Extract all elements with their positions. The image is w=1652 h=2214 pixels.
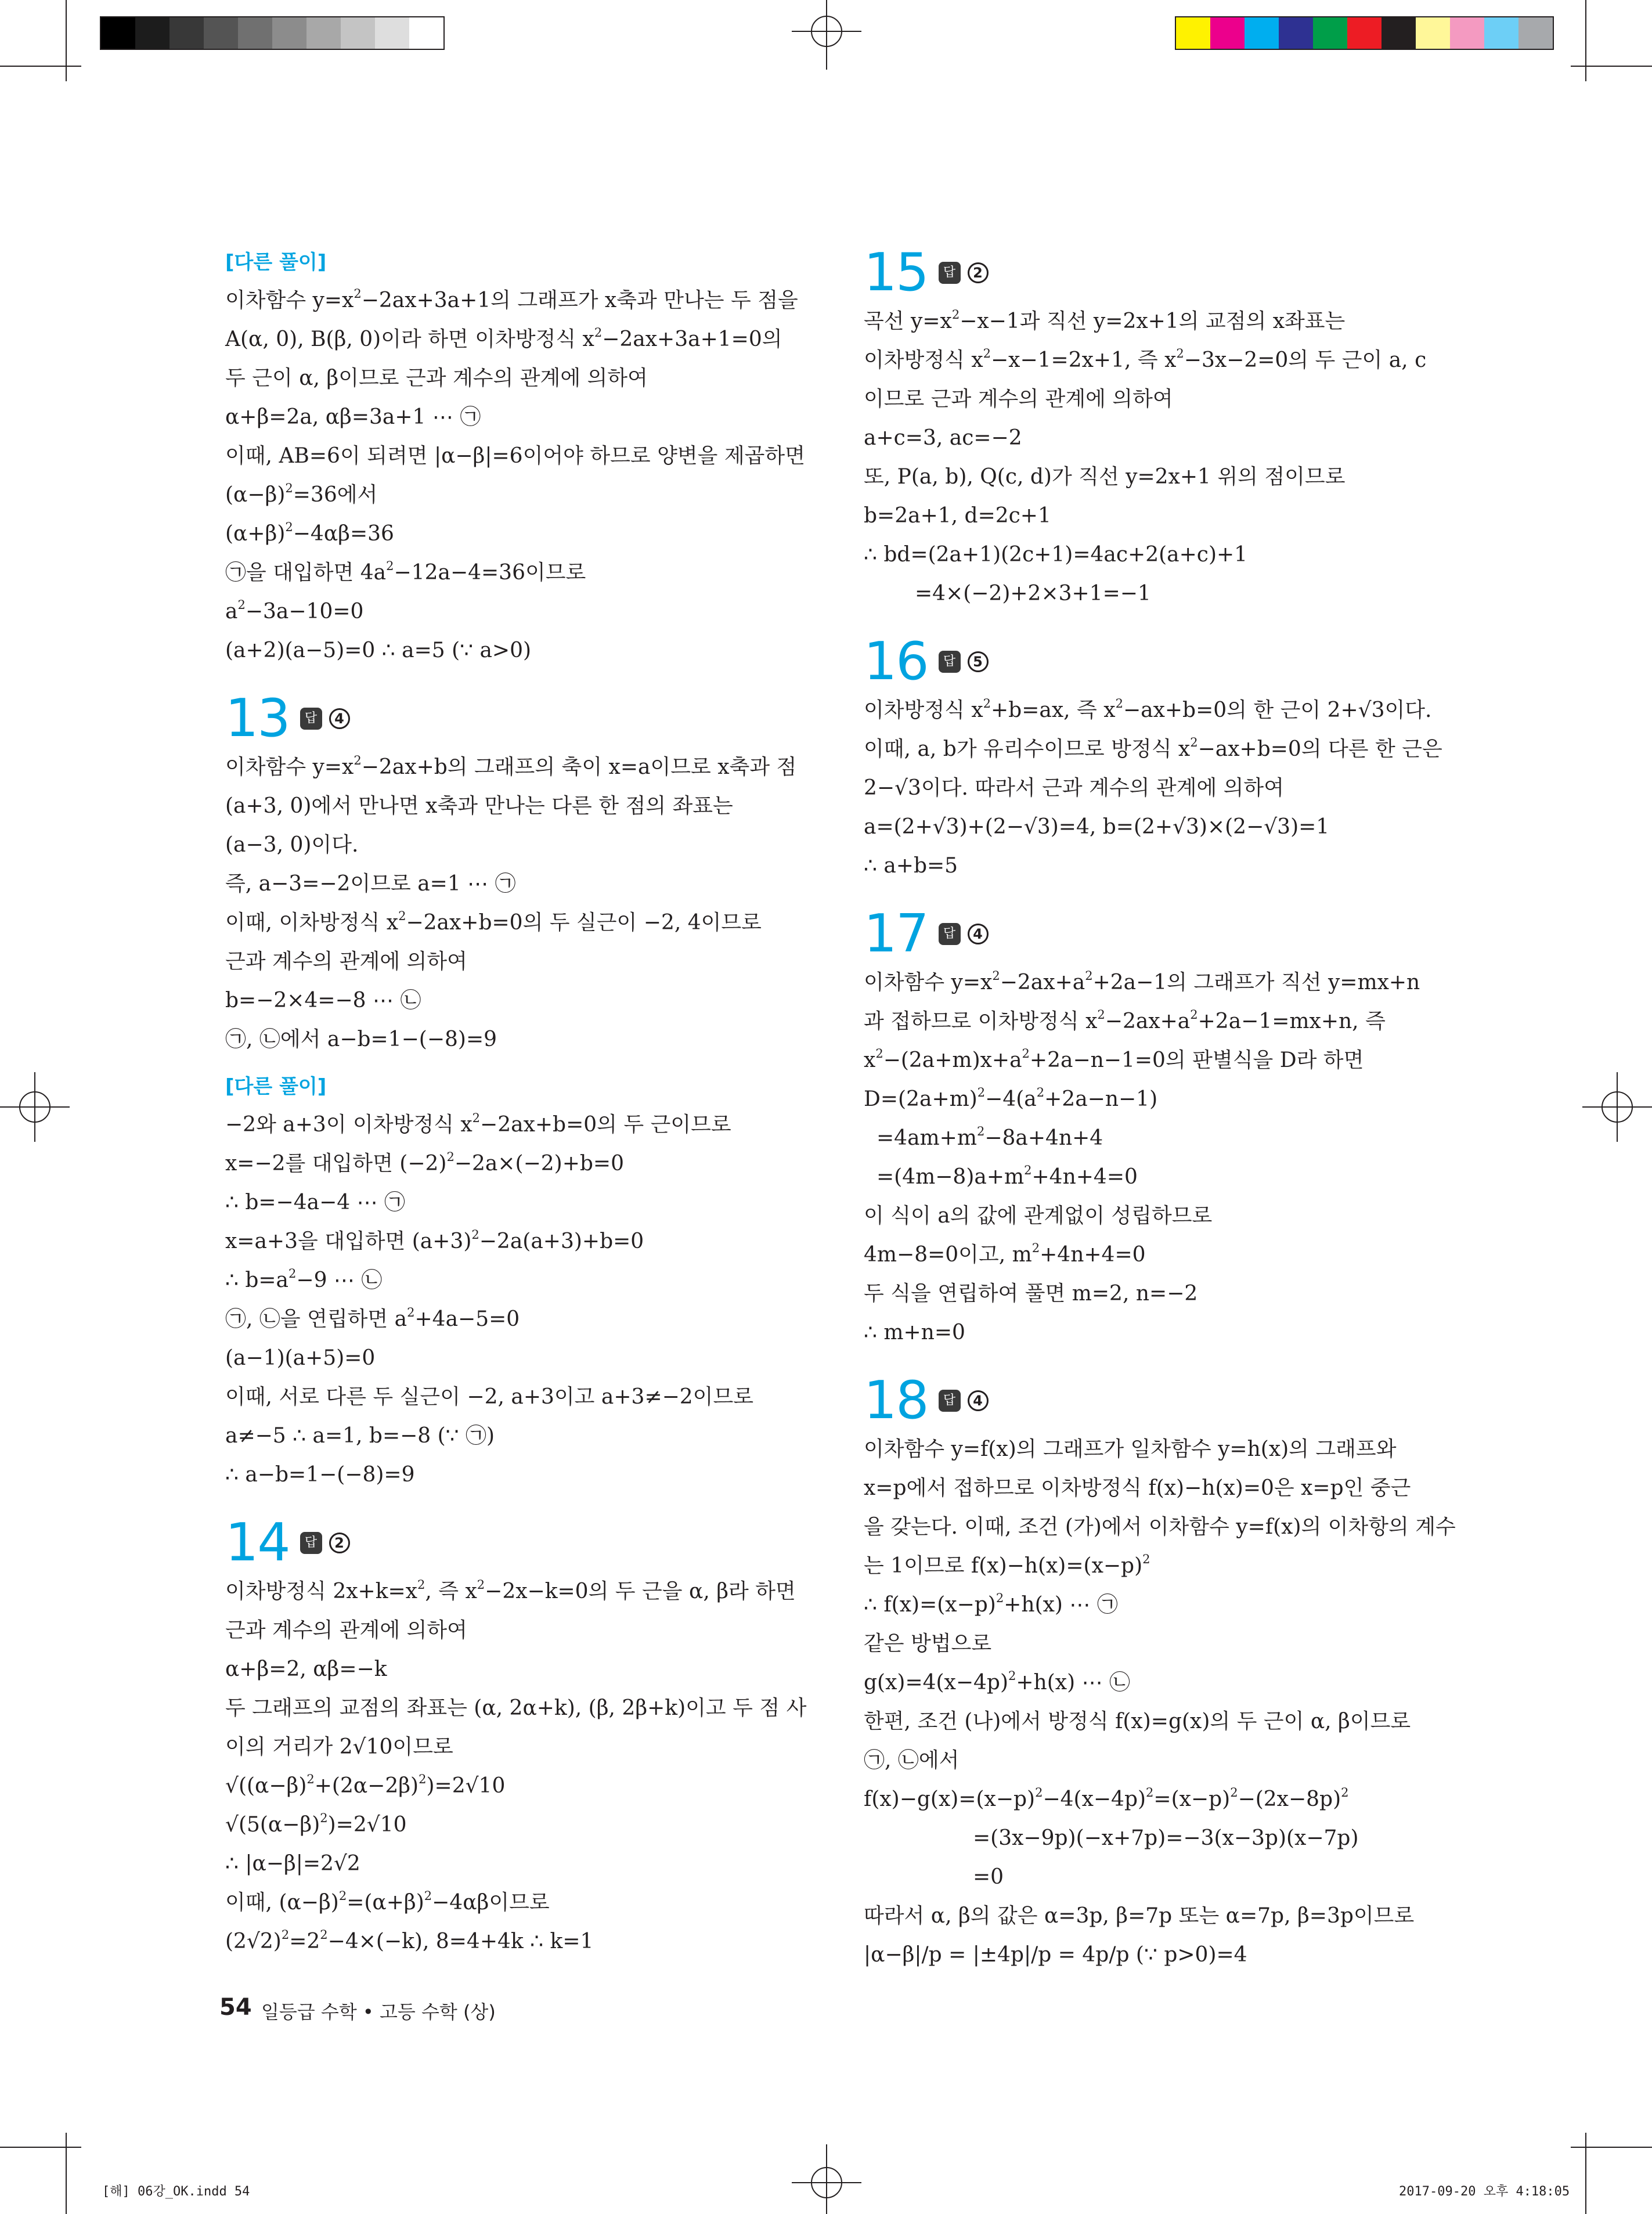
answer-choice: 4 <box>329 708 350 729</box>
solution-line: ㉠을 대입하면 $4a^2-12a-4=36$이므로 <box>225 559 586 585</box>
solution-line: x=a+3을 대입하면 $(a+3)^2-2a(a+3)+b=0$ <box>225 1228 644 1253</box>
color-swatch <box>1484 17 1518 49</box>
solution-line: 4m−8=0이고, $m^2+4n+4=0$ <box>864 1241 1146 1267</box>
color-swatch <box>341 17 375 49</box>
solution-line: 이차함수 y=f(x)의 그래프가 일차함수 y=h(x)의 그래프와 <box>864 1437 1397 1461</box>
solution-line: $a^2-3a-10=0$ <box>225 598 364 623</box>
solution-line: 근과 계수의 관계에 의하여 <box>225 950 467 973</box>
problem-number: 13 <box>225 688 290 749</box>
crop-mark <box>1571 2147 1652 2148</box>
registration-mark-icon <box>792 2144 861 2214</box>
solution-line: 두 그래프의 교점의 좌표는 (α, 2α+k), (β, 2β+k)이고 두 점 사 <box>225 1696 807 1720</box>
color-swatch <box>204 17 238 49</box>
solution-line: $g(x)=4(x-4p)^2+h(x)$ ⋯ ㉡ <box>864 1669 1131 1694</box>
solution-line: $=4am+m^2-8a+4n+4$ <box>877 1124 1103 1150</box>
slug-date: 2017-09-20 오후 4:18:05 <box>1399 2184 1570 2199</box>
color-swatch <box>1450 17 1484 49</box>
solution-line: 두 근이 α, β이므로 근과 계수의 관계에 의하여 <box>225 366 648 390</box>
solution-line: 이차방정식 $x^2+b=ax$, 즉 $x^2-ax+b=0$의 한 근이 2+√3이다. <box>864 697 1432 722</box>
solution-line: $f(x)-g(x)=(x-p)^2-4(x-4p)^2=(x-p)^2-(2x-8p)^2$ <box>864 1786 1349 1811</box>
solution-line: 이차함수 $y=x^2-2ax+a^2+2a-1$의 그래프가 직선 y=mx+n <box>864 969 1420 994</box>
color-swatch <box>306 17 341 49</box>
color-swatch <box>238 17 272 49</box>
alternate-solution-heading: [다른 풀이] <box>225 1075 327 1098</box>
problem-number: 15 <box>864 242 928 303</box>
crop-mark <box>1585 0 1586 81</box>
answer-label-icon: 답 <box>300 708 322 730</box>
solution-line: ㉠, ㉡에서 a−b=1−(−8)=9 <box>225 1027 497 1051</box>
solution-line: 따라서 α, β의 값은 α=3p, β=7p 또는 α=7p, β=3p이므로 <box>864 1904 1415 1928</box>
solution-line: 곡선 $y=x^2-x-1$과 직선 y=2x+1의 교점의 x좌표는 <box>864 308 1346 333</box>
solution-line: x=p에서 접하므로 이차방정식 f(x)−h(x)=0은 x=p인 중근 <box>864 1476 1411 1500</box>
color-swatch <box>272 17 306 49</box>
gray-color-bar <box>100 16 445 50</box>
solution-line: a=(2+√3)+(2−√3)=4, b=(2+√3)×(2−√3)=1 <box>864 815 1330 839</box>
solution-line: ㉠, ㉡을 연립하면 $a^2+4a-5=0$ <box>225 1306 520 1331</box>
color-swatch <box>1416 17 1450 49</box>
solution-line: 근과 계수의 관계에 의하여 <box>225 1618 467 1642</box>
solution-line: =0 <box>973 1865 1004 1889</box>
solution-line: −2와 a+3이 이차방정식 $x^2-2ax+b=0$의 두 근이므로 <box>225 1111 731 1137</box>
color-swatch <box>1313 17 1347 49</box>
solution-line: ∴ a+b=5 <box>864 854 958 878</box>
color-swatch <box>1347 17 1382 49</box>
solution-line: 이차방정식 $2x+k=x^2$, 즉 $x^2-2x-k=0$의 두 근을 α, β라 하면 <box>225 1578 796 1603</box>
solution-line: =4×(−2)+2×3+1=−1 <box>915 582 1151 605</box>
solution-line: 이때, a, b가 유리수이므로 방정식 $x^2-ax+b=0$의 다른 한 근은 <box>864 735 1442 761</box>
solution-line: $x^2-(2a+m)x+a^2+2a-n-1=0$의 판별식을 D라 하면 <box>864 1047 1364 1072</box>
solution-line: 이차방정식 $x^2-x-1=2x+1$, 즉 $x^2-3x-2=0$의 두 근이 a, c <box>864 347 1427 372</box>
registration-mark-icon <box>0 1072 70 1142</box>
solution-line: |α−β|/p = |±4p|/p = 4p/p (∵ p>0)=4 <box>864 1943 1247 1967</box>
answer-label-icon: 답 <box>300 1532 322 1554</box>
problem-number: 16 <box>864 631 928 692</box>
solution-line: $(\alpha+\beta)^2-4\alpha\beta=36$ <box>225 520 394 546</box>
answer-choice: 4 <box>968 924 989 944</box>
color-swatch <box>1210 17 1245 49</box>
solution-line: 을 갖는다. 이때, 조건 (가)에서 이차함수 y=f(x)의 이차항의 계수 <box>864 1515 1456 1539</box>
color-swatch <box>1518 17 1553 49</box>
solution-line: $(2√2)^2=2^2-4\times(-k)$, 8=4+4k ∴ k=1 <box>225 1928 594 1953</box>
problem-header <box>864 633 1450 691</box>
solution-line: ∴ |α−β|=2√2 <box>225 1852 360 1876</box>
left-column <box>225 244 811 1961</box>
problem-header <box>225 1514 811 1572</box>
problem-header <box>864 905 1450 963</box>
solution-line: A(α, 0), B(β, 0)이라 하면 이차방정식 $x^2-2ax+3a+1=0$의 <box>225 326 782 351</box>
solution-line: $=(4m-8)a+m^2+4n+4=0$ <box>877 1163 1138 1189</box>
slug-file: [해] 06강_OK.indd 54 <box>102 2184 250 2199</box>
solution-line: a≠−5 ∴ a=1, b=−8 (∵ ㉠) <box>225 1424 495 1448</box>
solution-line: $D=(2a+m)^2-4(a^2+2a-n-1)$ <box>864 1086 1158 1111</box>
solution-line: α+β=2, αβ=−k <box>225 1657 387 1681</box>
solution-line: (a+2)(a−5)=0 ∴ a=5 (∵ a>0) <box>225 639 532 662</box>
solution-line: a+c=3, ac=−2 <box>864 426 1022 450</box>
color-swatch <box>409 17 443 49</box>
solution-line: 이의 거리가 2√10이므로 <box>225 1735 453 1759</box>
page-number: 54 <box>219 1994 252 2021</box>
crop-mark <box>66 0 67 81</box>
problem-header <box>864 1372 1450 1430</box>
color-swatch <box>375 17 409 49</box>
solution-line: 같은 방법으로 <box>864 1632 992 1656</box>
answer-choice: 2 <box>329 1533 350 1553</box>
solution-line: 이므로 근과 계수의 관계에 의하여 <box>864 387 1173 411</box>
solution-line: 즉, a−3=−2이므로 a=1 ⋯ ㉠ <box>225 872 516 896</box>
registration-mark-icon <box>1582 1072 1652 1142</box>
problem-number: 18 <box>864 1370 928 1431</box>
color-swatch <box>135 17 169 49</box>
solution-line: 이때, 서로 다른 두 실근이 −2, a+3이고 a+3≠−2이므로 <box>225 1385 753 1409</box>
solution-line: ㉠, ㉡에서 <box>864 1748 960 1772</box>
solution-line: $√((\alpha-\beta)^2+(2\alpha-2\beta)^2)=2√10$ <box>225 1772 506 1798</box>
crop-mark <box>1585 2133 1586 2214</box>
solution-line: (a−1)(a+5)=0 <box>225 1346 376 1370</box>
solution-line: 이차함수 $y=x^2-2ax+b$의 그래프의 축이 x=a이므로 x축과 점 <box>225 753 797 779</box>
solution-line: 이때, AB=6이 되려면 |α−β|=6이어야 하므로 양변을 제곱하면 <box>225 444 805 468</box>
solution-line: ∴ $b=a^2-9$ ⋯ ㉡ <box>225 1267 383 1292</box>
registration-mark-icon <box>792 0 861 70</box>
solution-line: 는 1이므로 $f(x)-h(x)=(x-p)^2$ <box>864 1552 1150 1578</box>
solution-line: (a+3, 0)에서 만나면 x축과 만나는 다른 한 점의 좌표는 <box>225 794 733 818</box>
color-swatch <box>1382 17 1416 49</box>
solution-line: ∴ $f(x)=(x-p)^2+h(x)$ ⋯ ㉠ <box>864 1591 1118 1617</box>
solution-line: (a−3, 0)이다. <box>225 833 359 857</box>
crop-mark <box>66 2133 67 2214</box>
solution-line: 두 식을 연립하여 풀면 m=2, n=−2 <box>864 1282 1198 1306</box>
problem-header <box>864 244 1450 302</box>
solution-line: 이차함수 $y=x^2-2ax+3a+1$의 그래프가 x축과 만나는 두 점을 <box>225 287 798 312</box>
solution-line: $(\alpha-\beta)^2=36$에서 <box>225 481 378 507</box>
problem-header <box>225 690 811 748</box>
solution-line: ∴ b=−4a−4 ⋯ ㉠ <box>225 1191 406 1214</box>
answer-label-icon: 답 <box>939 262 961 284</box>
solution-line: 과 접하므로 이차방정식 $x^2-2ax+a^2+2a-1=mx+n$, 즉 <box>864 1008 1386 1033</box>
solution-line: x=−2를 대입하면 $(-2)^2-2a\times(-2)+b=0$ <box>225 1150 624 1175</box>
solution-line: ∴ m+n=0 <box>864 1321 965 1344</box>
solution-line: ∴ a−b=1−(−8)=9 <box>225 1463 415 1487</box>
crop-mark <box>1571 66 1652 67</box>
answer-choice: 5 <box>968 651 989 672</box>
solution-line: 2−√3이다. 따라서 근과 계수의 관계에 의하여 <box>864 776 1284 800</box>
solution-line: b=2a+1, d=2c+1 <box>864 504 1051 528</box>
alternate-solution-heading: [다른 풀이] <box>225 251 327 274</box>
color-swatch <box>101 17 135 49</box>
answer-choice: 2 <box>968 262 989 283</box>
color-swatch <box>1176 17 1210 49</box>
solution-line: 또, P(a, b), Q(c, d)가 직선 y=2x+1 위의 점이므로 <box>864 465 1346 489</box>
solution-line: =(3x−9p)(−x+7p)=−3(x−3p)(x−7p) <box>973 1826 1359 1850</box>
solution-line: α+β=2a, αβ=3a+1 ⋯ ㉠ <box>225 405 481 429</box>
crop-mark <box>0 66 81 67</box>
answer-choice: 4 <box>968 1390 989 1411</box>
answer-label-icon: 답 <box>939 923 961 945</box>
answer-label-icon: 답 <box>939 651 961 673</box>
problem-number: 17 <box>864 903 928 964</box>
solution-line: 이때, $(\alpha-\beta)^2=(\alpha+\beta)^2-4\alpha\beta$이므로 <box>225 1889 550 1914</box>
answer-label-icon: 답 <box>939 1390 961 1412</box>
solution-line: $√(5(\alpha-\beta)^2)=2√10$ <box>225 1811 407 1837</box>
process-color-bar <box>1175 16 1554 50</box>
solution-line: ∴ bd=(2a+1)(2c+1)=4ac+2(a+c)+1 <box>864 543 1248 567</box>
color-swatch <box>1245 17 1279 49</box>
crop-mark <box>0 2147 81 2148</box>
solution-line: 한편, 조건 (나)에서 방정식 f(x)=g(x)의 두 근이 α, β이므로 <box>864 1710 1411 1733</box>
color-swatch <box>169 17 204 49</box>
solution-line: 이 식이 a의 값에 관계없이 성립하므로 <box>864 1204 1213 1228</box>
right-column <box>864 242 1456 1974</box>
solution-line: 이때, 이차방정식 $x^2-2ax+b=0$의 두 실근이 −2, 4이므로 <box>225 909 762 935</box>
solution-line: b=−2×4=−8 ⋯ ㉡ <box>225 989 421 1012</box>
color-swatch <box>1279 17 1313 49</box>
problem-number: 14 <box>225 1512 290 1573</box>
book-title: 일등급 수학 • 고등 수학 (상) <box>261 2001 496 2023</box>
